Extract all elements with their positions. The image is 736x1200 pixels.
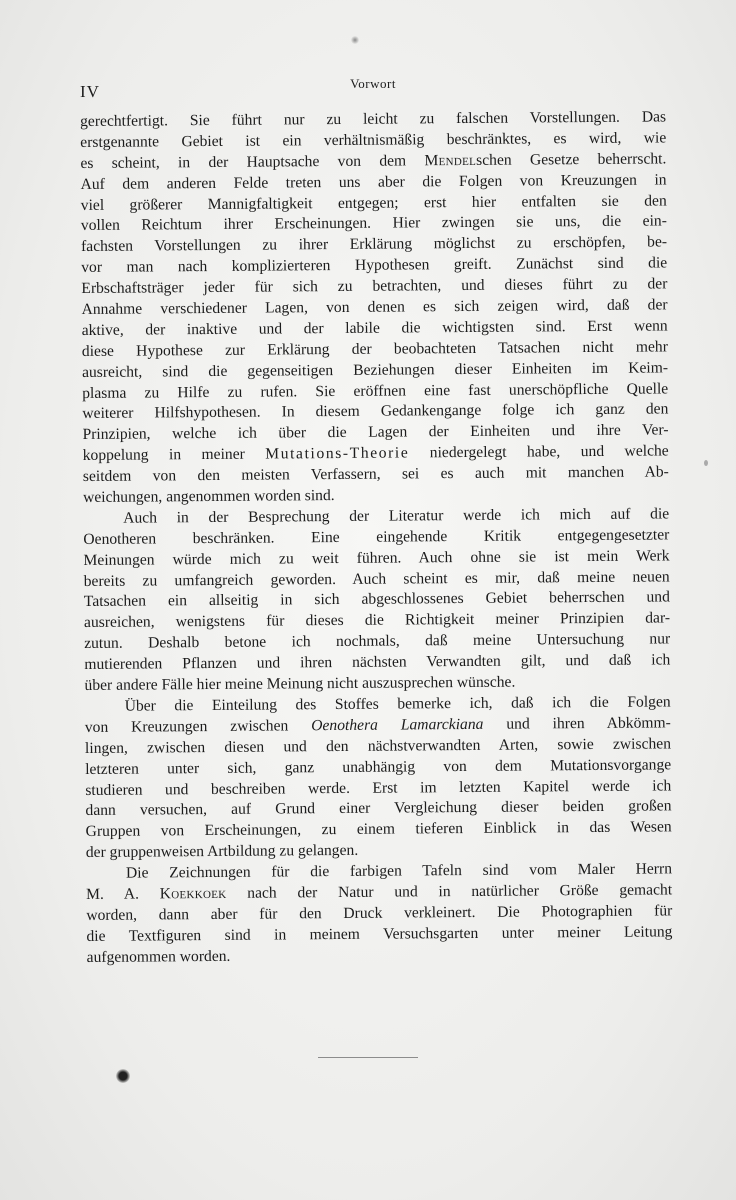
- body-text: [80, 107, 673, 968]
- text-line: diese Hypothese zur Erklärung der beobachteten Tatsachen nicht mehr: [81, 338, 668, 360]
- work-title: Mutations-Theorie: [265, 444, 410, 463]
- text-line: über andere Fälle hier meine Meinung nicht auszusprechen wünsche.: [84, 673, 516, 695]
- ink-speck: [704, 460, 708, 466]
- text-line: mutierenden Pflanzen und ihren nächsten Verwandten gilt, und daß ich: [84, 651, 671, 674]
- ink-speck: [351, 36, 359, 44]
- text-line: lingen, zwischen diesen und den nächstverwandten Arten, sowie zwischen: [84, 735, 672, 757]
- text-line: Die Zeichnungen für die farbigen Tafeln sind vom Maler Herrn: [125, 860, 673, 882]
- painter-name: Koekkoek: [159, 884, 227, 903]
- closing-rule: [318, 1057, 418, 1058]
- text-line: aufgenommen worden.: [86, 947, 231, 966]
- text-line: worden, dann aber für den Druck verkleinert. Die Photographien für: [86, 902, 673, 924]
- paragraph-3: [85, 692, 672, 864]
- text-segment: es scheint, in der Hauptsache von dem: [80, 152, 425, 172]
- text-line: Oenotheren beschränken. Eine eingehende Kritik entgegengesetzter: [83, 526, 670, 548]
- text-segment: schen Gesetze beherrscht.: [476, 150, 667, 169]
- text-segment: und ihren Abkömm-: [483, 714, 671, 733]
- text-line: weiterer Hilfshypothesen. In diesem Gedankengange folge ich ganz den: [82, 400, 669, 423]
- text-line: letzteren unter sich, ganz unabhängig von dem Mutationsvorgange: [85, 755, 672, 778]
- text-line: zutun. Deshalb betone ich nochmals, daß meine Untersuchung nur: [84, 630, 671, 653]
- text-line: plasma zu Hilfe zu rufen. Sie eröffnen eine fast unerschöpfliche Quelle: [82, 379, 669, 402]
- text-line: Auf dem anderen Felde treten uns aber die Folgen von Kreuzungen in: [80, 171, 667, 193]
- text-line: gerechtfertigt. Sie führt nur zu leicht zu falschen Vorstellungen. Das: [80, 108, 667, 130]
- text-line: Meinungen würde mich zu weit führen. Auch ohne sie ist mein Werk: [83, 547, 670, 569]
- running-head: [80, 76, 666, 100]
- text-line: Gruppen von Erscheinungen, zu einem tieferen Einblick in das Wesen: [85, 818, 672, 841]
- paragraph-4: [86, 859, 673, 968]
- text-segment: koppelung in meiner: [82, 445, 266, 465]
- text-line: Tatsachen ein allseitig in sich abgeschlossenes Gebiet beherrschen und: [83, 588, 670, 611]
- page-number: IV: [80, 82, 100, 101]
- text-segment: niedergelegt habe, und welche: [409, 442, 669, 462]
- text-line: studieren und beschreiben werde. Erst im letzten Kapitel werde ich: [85, 776, 672, 799]
- text-line: seitdem von den meisten Verfassern, sei es auch mit manchen Ab-: [82, 463, 669, 486]
- text-line: ausreichen, wenigstens für dieses die Richtigkeit meiner Prinzipien dar-: [83, 609, 671, 632]
- text-line: Erbschaftsträger jeder für sich zu betrachten, und dieses führt zu der: [81, 275, 668, 298]
- text-line: erstgenannte Gebiet ist ein verhältnismäßig beschränktes, es wird, wie: [80, 129, 667, 151]
- text-line: dann versuchen, auf Grund einer Vergleichung dieser beiden großen: [85, 797, 672, 820]
- text-segment: von Kreuzungen zwischen: [84, 717, 312, 736]
- text-line: die Textfiguren sind in meinem Versuchsgarten unter meiner Leitung: [86, 923, 673, 945]
- text-line: Auch in der Besprechung der Literatur werde ich mich auf die: [123, 505, 670, 527]
- text-line: vollen Reichtum ihrer Erscheinungen. Hier zwingen sie uns, die ein-: [80, 212, 667, 235]
- text-line: viel größerer Mannigfaltigkeit entgegen; erst hier entfalten sie den: [80, 191, 667, 214]
- text-line: Prinzipien, welche ich über die Lagen der Einheiten und ihre Ver-: [82, 421, 669, 444]
- text-line: der gruppenweisen Artbildung zu gelangen.: [85, 842, 359, 862]
- text-line: weichungen, angenommen worden sind.: [82, 487, 335, 507]
- text-segment: nach der Natur und in natürlicher Größe gemacht: [226, 881, 673, 902]
- text-line: fachsten Vorstellungen zu ihrer Erklärung möglichst zu erschöpfen, be-: [80, 233, 668, 256]
- paragraph-2: [83, 504, 670, 697]
- text-line: Über die Einteilung des Stoffes bemerke ich, daß ich die Folgen: [124, 693, 671, 715]
- text-line: ausreicht, sind die gegenseitigen Beziehungen dieser Einheiten im Keim-: [81, 359, 669, 381]
- text-line: vor man nach komplizierteren Hypothesen greift. Zunächst sind die: [81, 254, 668, 277]
- ink-blot: [116, 1069, 130, 1083]
- text-line: bereits zu umfangreich geworden. Auch scheint es mir, daß meine neuen: [83, 567, 670, 590]
- species-name: Oenothera Lamarckiana: [311, 715, 484, 735]
- author-name: Mendel: [424, 151, 477, 170]
- text-line: Annahme verschiedener Lagen, von denen es sich zeigen wird, daß der: [81, 296, 668, 319]
- header-title: Vorwort: [350, 76, 396, 91]
- text-segment: M. A.: [86, 885, 160, 903]
- paragraph-1: [80, 107, 669, 509]
- text-line: aktive, der inaktive und der labile die wichtigsten sind. Erst wenn: [81, 317, 668, 339]
